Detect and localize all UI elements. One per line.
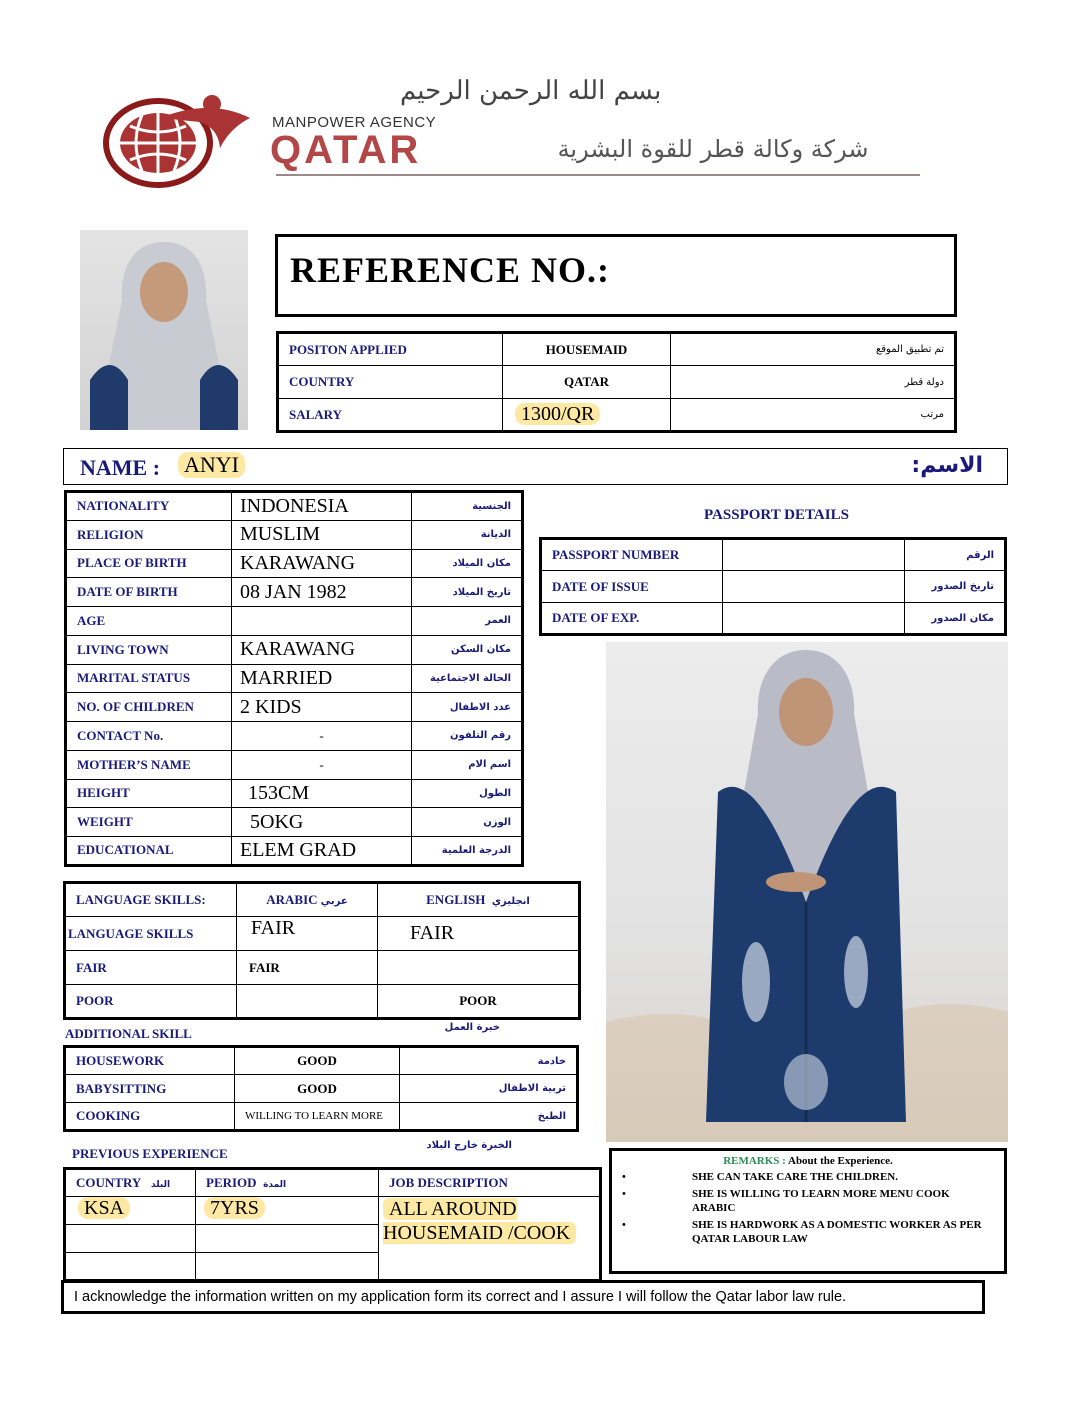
children-label: NO. OF CHILDREN <box>66 693 232 722</box>
issue-date-arabic: تاريخ الصدور <box>905 571 1006 603</box>
living-town-value: KARAWANG <box>232 635 412 664</box>
table-row <box>541 539 1006 571</box>
arabic-level: FAIR <box>237 951 378 985</box>
english-level: FAIR <box>378 917 580 951</box>
remarks-title: REMARKS : <box>723 1155 786 1167</box>
job-col-header: JOB DESCRIPTION <box>379 1169 601 1197</box>
skill-table <box>63 1045 579 1132</box>
dob-label: DATE OF BIRTH <box>66 578 232 607</box>
children-value: 2 KIDS <box>232 693 412 722</box>
passport-number-arabic: الرقم <box>905 539 1006 571</box>
table-row <box>66 607 523 636</box>
table-row <box>541 571 1006 603</box>
country-value: QATAR <box>503 366 671 399</box>
country-col-header-ar: البلد <box>151 1180 171 1190</box>
exp-job-description: ALL AROUND HOUSEMAID /COOK <box>383 1198 576 1244</box>
table-row <box>66 492 523 521</box>
table-row <box>541 603 1006 635</box>
cooking-label: COOKING <box>65 1103 235 1131</box>
contact-arabic: رقم التلفون <box>412 722 523 751</box>
name-arabic-label: الاسم: <box>911 453 983 478</box>
position-arabic: تم تطبيق الموقع <box>671 333 956 366</box>
education-value: ELEM GRAD <box>232 837 412 866</box>
birthplace-arabic: مكان الميلاد <box>412 549 523 578</box>
table-row <box>66 837 523 866</box>
table-row <box>278 333 956 366</box>
remark-item <box>622 1218 994 1246</box>
country-arabic: دولة قطر <box>671 366 956 399</box>
applicant-photo-small <box>80 230 248 430</box>
mother-name-label: MOTHER’S NAME <box>66 750 232 779</box>
name-label: NAME : <box>80 455 161 480</box>
agency-arabic-name: شركة وكالة قطر للقوة البشرية <box>557 135 869 163</box>
table-row <box>66 520 523 549</box>
religion-arabic: الديانة <box>412 520 523 549</box>
passport-table <box>539 537 1007 636</box>
nationality-label: NATIONALITY <box>66 492 232 521</box>
personal-details-table <box>64 490 524 867</box>
birthplace-value: KARAWANG <box>232 549 412 578</box>
children-arabic: عدد الاطفال <box>412 693 523 722</box>
name-bar <box>63 448 1008 485</box>
agency-logo-globe-icon <box>100 88 260 188</box>
reference-box <box>275 234 957 317</box>
table-row <box>66 549 523 578</box>
table-row <box>65 985 580 1019</box>
housework-value: GOOD <box>235 1047 400 1075</box>
table-row <box>278 366 956 399</box>
table-row <box>65 1103 578 1131</box>
table-row <box>66 664 523 693</box>
age-value <box>232 607 412 636</box>
table-row <box>66 808 523 837</box>
babysitting-label: BABYSITTING <box>65 1075 235 1103</box>
passport-number-label: PASSPORT NUMBER <box>541 539 723 571</box>
position-table <box>276 331 957 433</box>
name-value: ANYI <box>178 452 245 478</box>
table-row <box>65 1197 601 1225</box>
table-row <box>66 779 523 808</box>
table-row <box>65 1047 578 1075</box>
english-col-header-ar: انجليزي <box>491 896 530 907</box>
marital-arabic: الحالة الاجتماعية <box>412 664 523 693</box>
bullet-icon: • <box>622 1171 626 1183</box>
mother-name-arabic: اسم الام <box>412 750 523 779</box>
applicant-photo-full <box>606 642 1008 1142</box>
arabic-col-header: ARABIC <box>266 892 318 907</box>
salary-arabic: مرتب <box>671 399 956 432</box>
table-row <box>65 951 580 985</box>
table-row <box>66 635 523 664</box>
table-row <box>278 399 956 432</box>
header-divider <box>276 174 920 176</box>
nationality-value: INDONESIA <box>232 492 412 521</box>
remark-text: SHE CAN TAKE CARE THE CHILDREN. <box>692 1171 898 1183</box>
age-arabic: العمر <box>412 607 523 636</box>
exp-date-value <box>723 603 905 635</box>
babysitting-arabic: تربية الاطفال <box>400 1075 578 1103</box>
language-row-label: LANGUAGE SKILLS <box>65 917 237 951</box>
arabic-level <box>237 985 378 1019</box>
country-col-header: COUNTRY <box>76 1175 142 1190</box>
education-label: EDUCATIONAL <box>66 837 232 866</box>
table-row <box>66 578 523 607</box>
passport-number-value <box>723 539 905 571</box>
position-label: POSITON APPLIED <box>278 333 503 366</box>
religion-value: MUSLIM <box>232 520 412 549</box>
salary-label: SALARY <box>278 399 503 432</box>
exp-country: KSA <box>78 1197 130 1219</box>
remark-text: SHE IS WILLING TO LEARN MORE MENU COOK ARABIC <box>692 1188 950 1214</box>
previous-experience-title-ar: الخبرة خارج البلاد <box>426 1140 512 1151</box>
religion-label: RELIGION <box>66 520 232 549</box>
remarks-subtitle: About the Experience. <box>788 1155 893 1167</box>
remarks-box <box>609 1148 1007 1274</box>
housework-arabic: خادمة <box>400 1047 578 1075</box>
country-label: COUNTRY <box>278 366 503 399</box>
agency-subtitle: MANPOWER AGENCY <box>272 114 437 131</box>
language-row-label: FAIR <box>65 951 237 985</box>
nationality-arabic: الجنسية <box>412 492 523 521</box>
table-row <box>65 883 580 917</box>
table-row <box>66 693 523 722</box>
height-label: HEIGHT <box>66 779 232 808</box>
experience-table <box>63 1167 602 1282</box>
contact-label: CONTACT No. <box>66 722 232 751</box>
weight-arabic: الوزن <box>412 808 523 837</box>
education-arabic: الدرجة العلمية <box>412 837 523 866</box>
cooking-value: WILLING TO LEARN MORE <box>235 1103 400 1131</box>
exp-date-arabic: مكان الصدور <box>905 603 1006 635</box>
remark-item <box>622 1170 994 1184</box>
table-row <box>65 917 580 951</box>
dob-arabic: تاريخ الميلاد <box>412 578 523 607</box>
exp-date-label: DATE OF EXP. <box>541 603 723 635</box>
issue-date-label: DATE OF ISSUE <box>541 571 723 603</box>
weight-label: WEIGHT <box>66 808 232 837</box>
age-label: AGE <box>66 607 232 636</box>
living-town-arabic: مكان السكن <box>412 635 523 664</box>
cooking-arabic: الطبخ <box>400 1103 578 1131</box>
bullet-icon: • <box>622 1219 626 1231</box>
agency-name: QATAR <box>270 128 422 172</box>
birthplace-label: PLACE OF BIRTH <box>66 549 232 578</box>
dob-value: 08 JAN 1982 <box>232 578 412 607</box>
issue-date-value <box>723 571 905 603</box>
additional-skill-title: ADDITIONAL SKILL <box>65 1026 192 1041</box>
passport-title: PASSPORT DETAILS <box>704 507 849 523</box>
english-col-header: ENGLISH <box>426 892 486 907</box>
table-row <box>66 722 523 751</box>
period-col-header-ar: المدة <box>263 1180 287 1190</box>
exp-period: 7YRS <box>204 1197 265 1219</box>
previous-experience-title: PREVIOUS EXPERIENCE <box>72 1146 228 1161</box>
contact-value: - <box>232 722 412 751</box>
mother-name-value: - <box>232 750 412 779</box>
remark-item <box>622 1187 994 1215</box>
period-col-header: PERIOD <box>206 1175 257 1190</box>
language-row-label: POOR <box>65 985 237 1019</box>
english-level <box>378 951 580 985</box>
height-value: 153CM <box>232 779 412 808</box>
babysitting-value: GOOD <box>235 1075 400 1103</box>
living-town-label: LIVING TOWN <box>66 635 232 664</box>
marital-value: MARRIED <box>232 664 412 693</box>
table-row <box>65 1075 578 1103</box>
arabic-level: FAIR <box>237 917 378 951</box>
table-row <box>66 750 523 779</box>
position-value: HOUSEMAID <box>503 333 671 366</box>
acknowledgement-statement: I acknowledge the information written on my application form its correct and I assure I will follow the Qatar labor law rule. <box>61 1280 985 1314</box>
bullet-icon: • <box>622 1188 626 1200</box>
marital-label: MARITAL STATUS <box>66 664 232 693</box>
language-header-label: LANGUAGE SKILLS: <box>65 883 237 917</box>
reference-title: REFERENCE NO.: <box>290 250 611 290</box>
english-level: POOR <box>378 985 580 1019</box>
remark-text: SHE IS HARDWORK AS A DOMESTIC WORKER AS PER QATAR LABOUR LAW <box>692 1219 982 1245</box>
additional-skill-title-ar: خبرة العمل <box>444 1022 500 1033</box>
salary-value: 1300/QR <box>515 403 600 425</box>
bismillah-calligraphy: بسم الله الرحمن الرحيم <box>400 76 662 106</box>
weight-value: 5OKG <box>232 808 412 837</box>
height-arabic: الطول <box>412 779 523 808</box>
housework-label: HOUSEWORK <box>65 1047 235 1075</box>
language-table <box>63 881 581 1020</box>
arabic-col-header-ar: عربي <box>320 896 348 907</box>
table-row <box>65 1169 601 1197</box>
